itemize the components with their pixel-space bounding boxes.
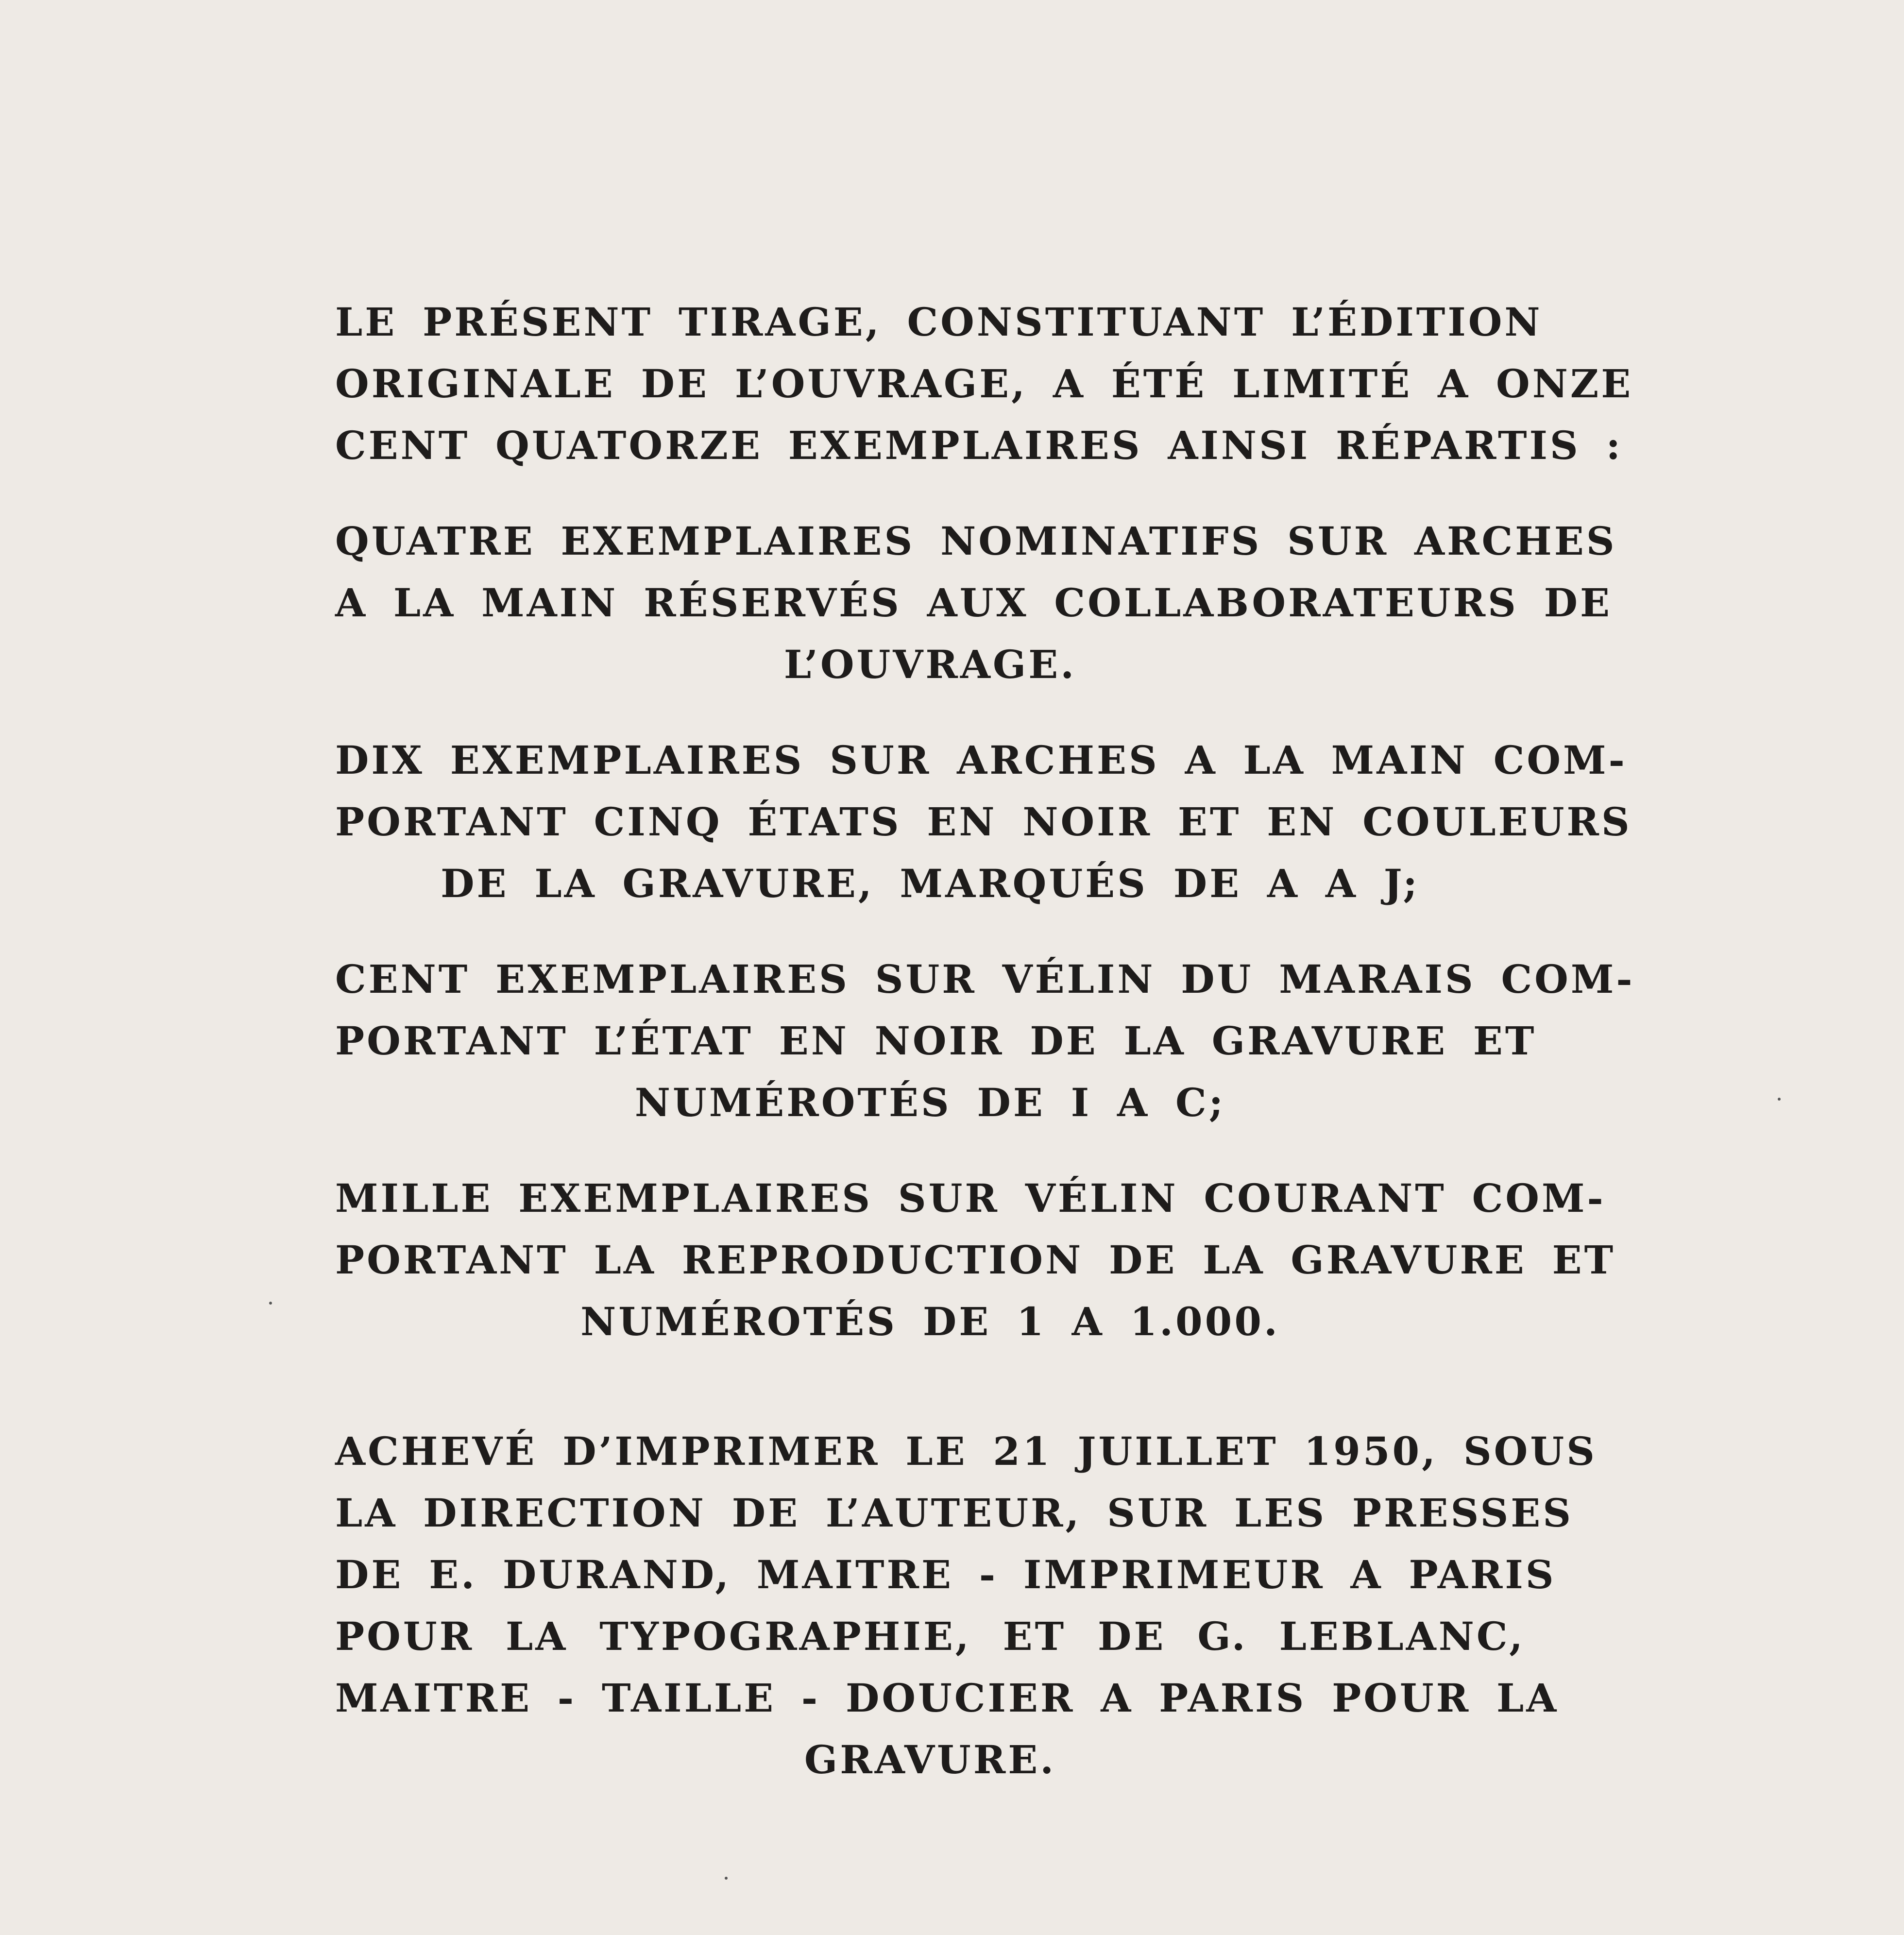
colophon-text bbox=[335, 291, 1635, 1825]
text-line: NUMÉROTÉS DE I A C; bbox=[634, 1080, 1226, 1125]
text-line: NUMÉROTÉS DE 1 A 1.000. bbox=[580, 1299, 1280, 1344]
text-line: POUR LA TYPOGRAPHIE, ET DE G. LEBLANC, bbox=[335, 1613, 1525, 1659]
paragraph-nominative-copies bbox=[335, 510, 1617, 696]
paper-speck bbox=[725, 1877, 728, 1880]
text-line: A LA MAIN RÉSERVÉS AUX COLLABORATEURS DE bbox=[335, 580, 1613, 626]
text-line: LA DIRECTION DE L’AUTEUR, SUR LES PRESSES bbox=[335, 1490, 1574, 1536]
text-line: LE PRÉSENT TIRAGE, CONSTITUANT L’ÉDITION bbox=[335, 299, 1543, 345]
paragraph-edition-statement bbox=[335, 291, 1633, 476]
text-line: ACHEVÉ D’IMPRIMER LE 21 JUILLET 1950, SOUS bbox=[335, 1428, 1597, 1474]
text-line: CENT QUATORZE EXEMPLAIRES AINSI RÉPARTIS : bbox=[335, 423, 1623, 468]
paragraph-velin-courant-copies bbox=[335, 1168, 1616, 1353]
text-line: DE LA GRAVURE, MARQUÉS DE A A J; bbox=[441, 861, 1420, 906]
text-line: DIX EXEMPLAIRES SUR ARCHES A LA MAIN COM- bbox=[335, 737, 1627, 783]
text-line: MAITRE - TAILLE - DOUCIER A PARIS POUR LA bbox=[335, 1675, 1559, 1721]
text-line: PORTANT CINQ ÉTATS EN NOIR ET EN COULEURS bbox=[335, 799, 1632, 845]
paragraph-arches-copies bbox=[335, 730, 1632, 915]
paragraph-printing-statement bbox=[335, 1421, 1597, 1791]
text-line: PORTANT L’ÉTAT EN NOIR DE LA GRAVURE ET bbox=[335, 1018, 1537, 1064]
text-line: DE E. DURAND, MAITRE - IMPRIMEUR A PARIS bbox=[335, 1552, 1556, 1597]
text-line: L’OUVRAGE. bbox=[783, 642, 1077, 687]
text-line: CENT EXEMPLAIRES SUR VÉLIN DU MARAIS COM- bbox=[335, 956, 1635, 1002]
text-line: PORTANT LA REPRODUCTION DE LA GRAVURE ET bbox=[335, 1237, 1616, 1283]
paragraph-velin-marais-copies bbox=[335, 949, 1635, 1134]
text-line: QUATRE EXEMPLAIRES NOMINATIFS SUR ARCHES bbox=[335, 518, 1617, 564]
text-line: GRAVURE. bbox=[804, 1737, 1056, 1782]
text-line: ORIGINALE DE L’OUVRAGE, A ÉTÉ LIMITÉ A ONZE bbox=[335, 361, 1633, 407]
paper-speck bbox=[269, 1302, 272, 1305]
paper-speck bbox=[1778, 1098, 1781, 1101]
text-line: MILLE EXEMPLAIRES SUR VÉLIN COURANT COM- bbox=[335, 1175, 1606, 1221]
